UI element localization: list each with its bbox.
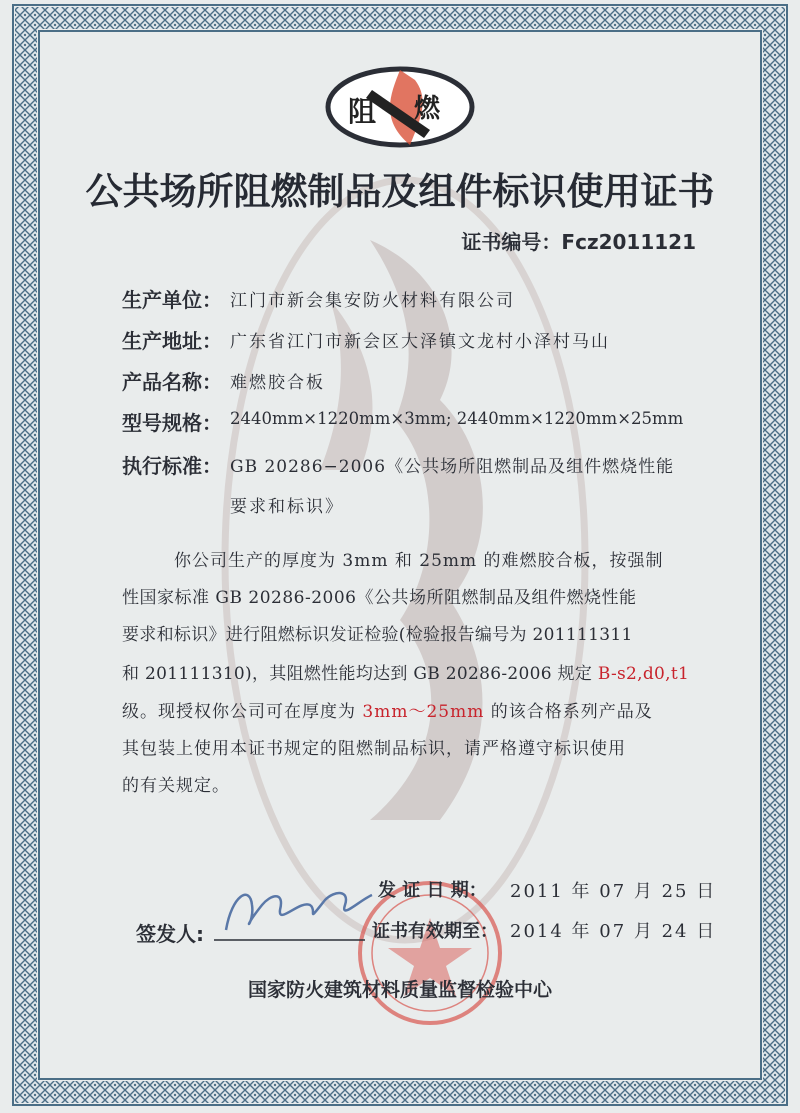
thickness-range: 3mm～25mm [362,702,485,722]
field-label-specification: 型号规格： [122,411,222,435]
body-line-5-text-a: 级。现授权你公司可在厚度为 [122,702,363,722]
logo-char-zu: 阻 [348,95,377,128]
certificate-title: 公共场所阻燃制品及组件标识使用证书 [85,170,715,213]
field-label-product-name: 产品名称： [122,370,222,394]
field-label-standard: 执行标准： [122,454,222,478]
body-line-2: 性国家标准 GB 20286-2006《公共场所阻燃制品及组件燃烧性能 [122,588,637,608]
issuing-authority: 国家防火建筑材料质量监督检验中心 [247,979,552,1001]
valid-until-label: 证书有效期至： [372,921,498,942]
issue-date-label: 发 证 日 期： [378,880,487,901]
valid-until-value: 2014 年 07 月 24 日 [510,921,717,942]
field-value-specification: 2440mm×1220mm×3mm; 2440mm×1220mm×25mm [230,409,684,428]
body-line-7: 的有关规定。 [122,776,230,796]
body-line-5 [122,697,653,722]
certificate-number: 证书编号：Fcz2011121 [461,230,696,254]
body-line-5-text-b: 的该合格系列产品及 [484,702,653,722]
body-line-4 [122,659,689,684]
body-line-4-text: 和 201111310)，其阻燃性能均达到 GB 20286-2006 规定 [122,664,598,684]
signer-label: 签发人: [136,922,204,946]
field-value-manufacturer: 江门市新会集安防火材料有限公司 [230,291,515,311]
body-line-6: 其包装上使用本证书规定的阻燃制品标识，请严格遵守标识使用 [122,739,626,759]
fire-rating-class: B-s2,d0,t1 [597,664,690,684]
field-label-address: 生产地址： [122,329,222,353]
field-value-standard-line1: GB 20286−2006《公共场所阻燃制品及组件燃烧性能 [230,457,675,477]
field-label-manufacturer: 生产单位： [122,288,222,312]
field-value-address: 广东省江门市新会区大泽镇文龙村小泽村马山 [230,332,610,352]
body-line-1: 你公司生产的厚度为 3mm 和 25mm 的难燃胶合板，按强制 [174,551,664,571]
issue-date-value: 2011 年 07 月 25 日 [510,881,717,902]
logo-char-ran: 燃 [414,94,441,124]
field-value-standard-line2: 要求和标识》 [230,497,344,517]
field-value-product-name: 难燃胶合板 [230,373,325,393]
body-line-3: 要求和标识》进行阻燃标识发证检验(检验报告编号为 201111311 [122,625,633,645]
